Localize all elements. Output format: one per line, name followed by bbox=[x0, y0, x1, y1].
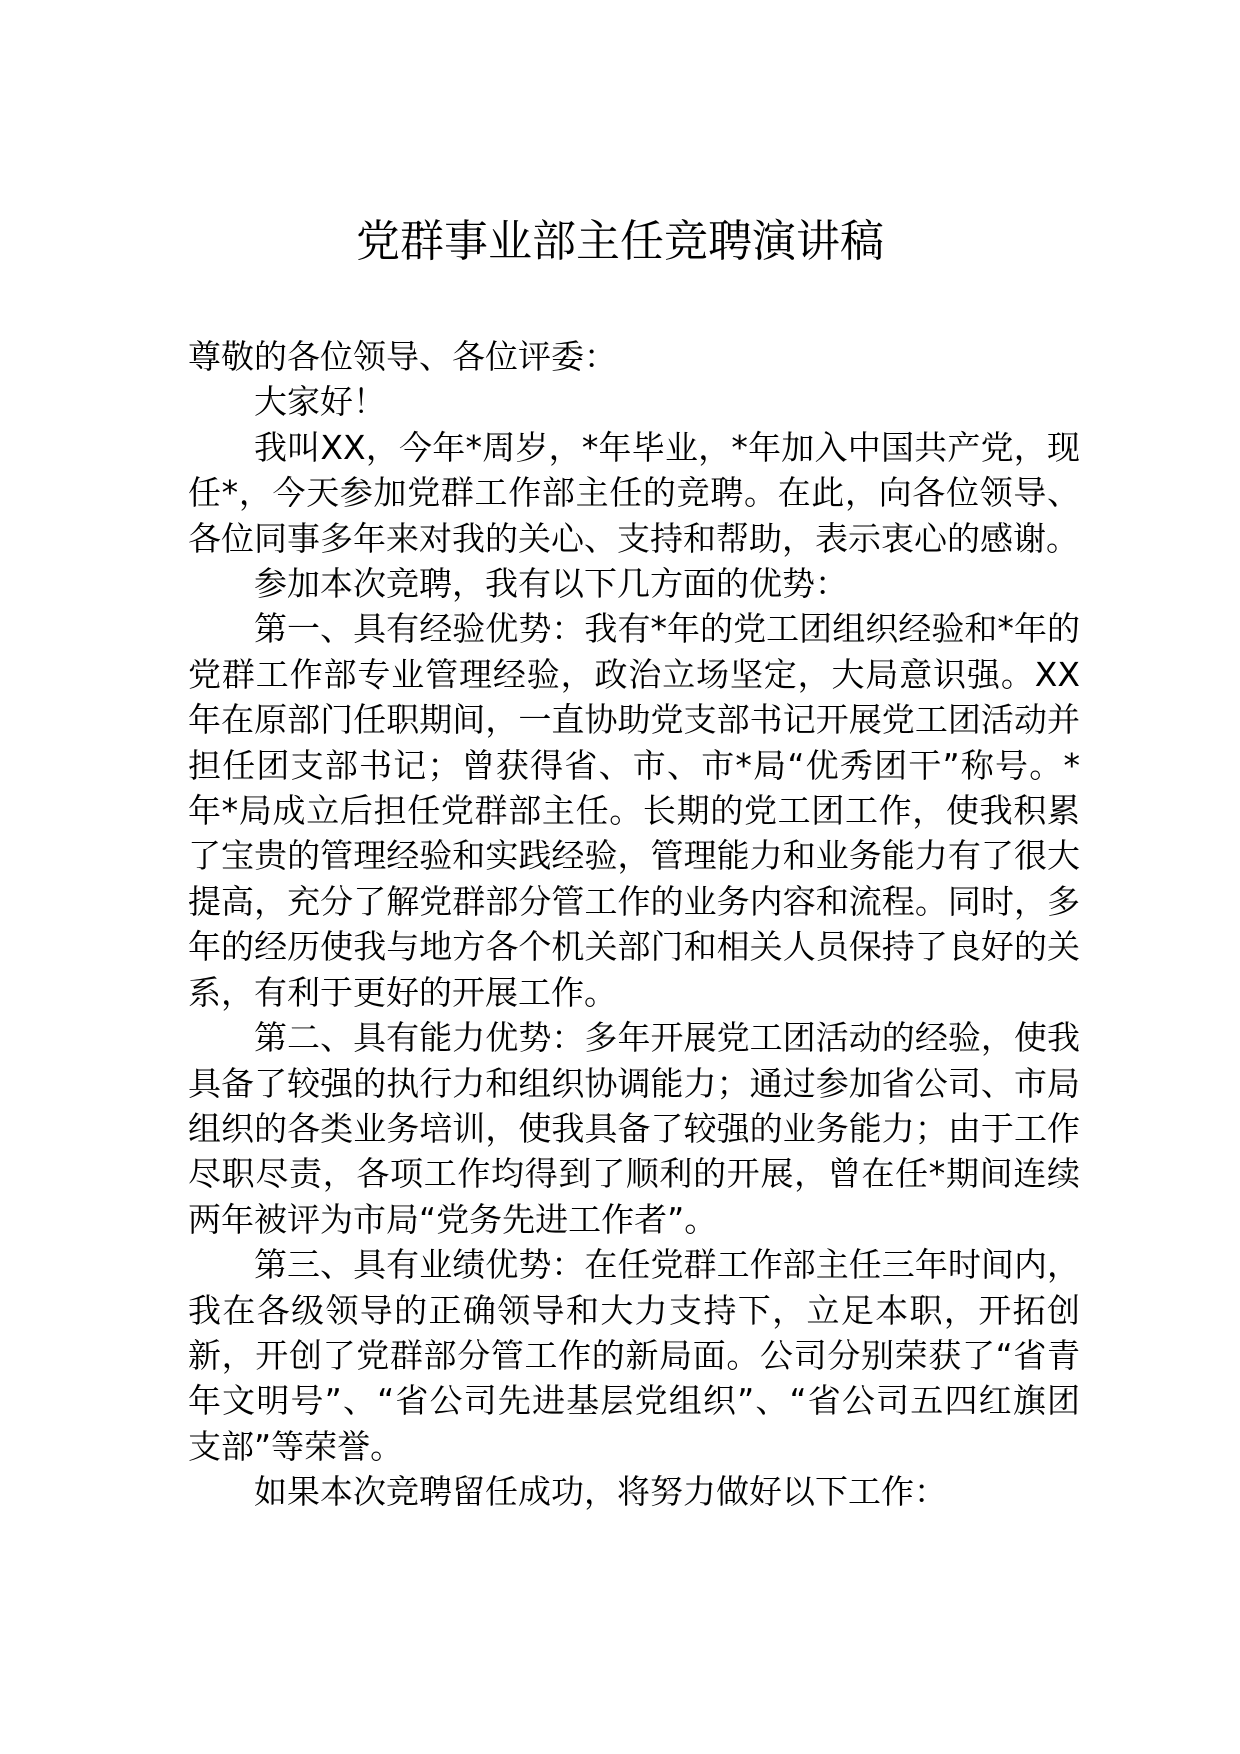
paragraph-advantages-intro: 参加本次竞聘，我有以下几方面的优势： bbox=[254, 564, 848, 604]
document-title: 党群事业部主任竞聘演讲稿 bbox=[356, 216, 884, 267]
paragraph-experience-advantage: 第一、具有经验优势：我有*年的党工团组织经验和*年的党群工作部专业管理经验，政治立场坚定，大局意识强。XX年在原部门任职期间，一直协助党支部书记开展党工团活动并担任团支部书记；曾获得省、市、市*局“优秀团干”称号。*年*局成立后担任党群部主任。长期的党工团工作，使我积累了宝贵的管理经验和实践经验，管理能力和业务能力有了很大提高，充分了解党群部分管工作的业务内容和流程。同时，多年的经历使我与地方各个机关部门和相关人员保持了良好的关系，有利于更好的开展工作。 bbox=[188, 609, 1080, 1012]
paragraph-ability-advantage: 第二、具有能力优势：多年开展党工团活动的经验，使我具备了较强的执行力和组织协调能力；通过参加省公司、市局组织的各类业务培训，使我具备了较强的业务能力；由于工作尽职尽责，各项工作均得到了顺利的开展，曾在任*期间连续两年被评为市局“党务先进工作者”。 bbox=[188, 1018, 1080, 1239]
paragraph-performance-advantage: 第三、具有业绩优势：在任党群工作部主任三年时间内，我在各级领导的正确领导和大力支持下，立足本职，开拓创新，开创了党群部分管工作的新局面。公司分别荣获了“省青年文明号”、“省公司先进基层党组织”、“省公司五四红旗团支部”等荣誉。 bbox=[188, 1245, 1080, 1466]
paragraph-greeting: 大家好！ bbox=[254, 382, 386, 422]
paragraph-introduction: 我叫XX，今年*周岁，*年毕业，*年加入中国共产党，现任*，今天参加党群工作部主任的竞聘。在此，向各位领导、各位同事多年来对我的关心、支持和帮助，表示衷心的感谢。 bbox=[188, 427, 1080, 558]
paragraph-future-work-intro: 如果本次竞聘留任成功，将努力做好以下工作： bbox=[254, 1472, 947, 1512]
salutation: 尊敬的各位领导、各位评委： bbox=[188, 337, 617, 376]
document-body bbox=[188, 334, 1080, 1515]
